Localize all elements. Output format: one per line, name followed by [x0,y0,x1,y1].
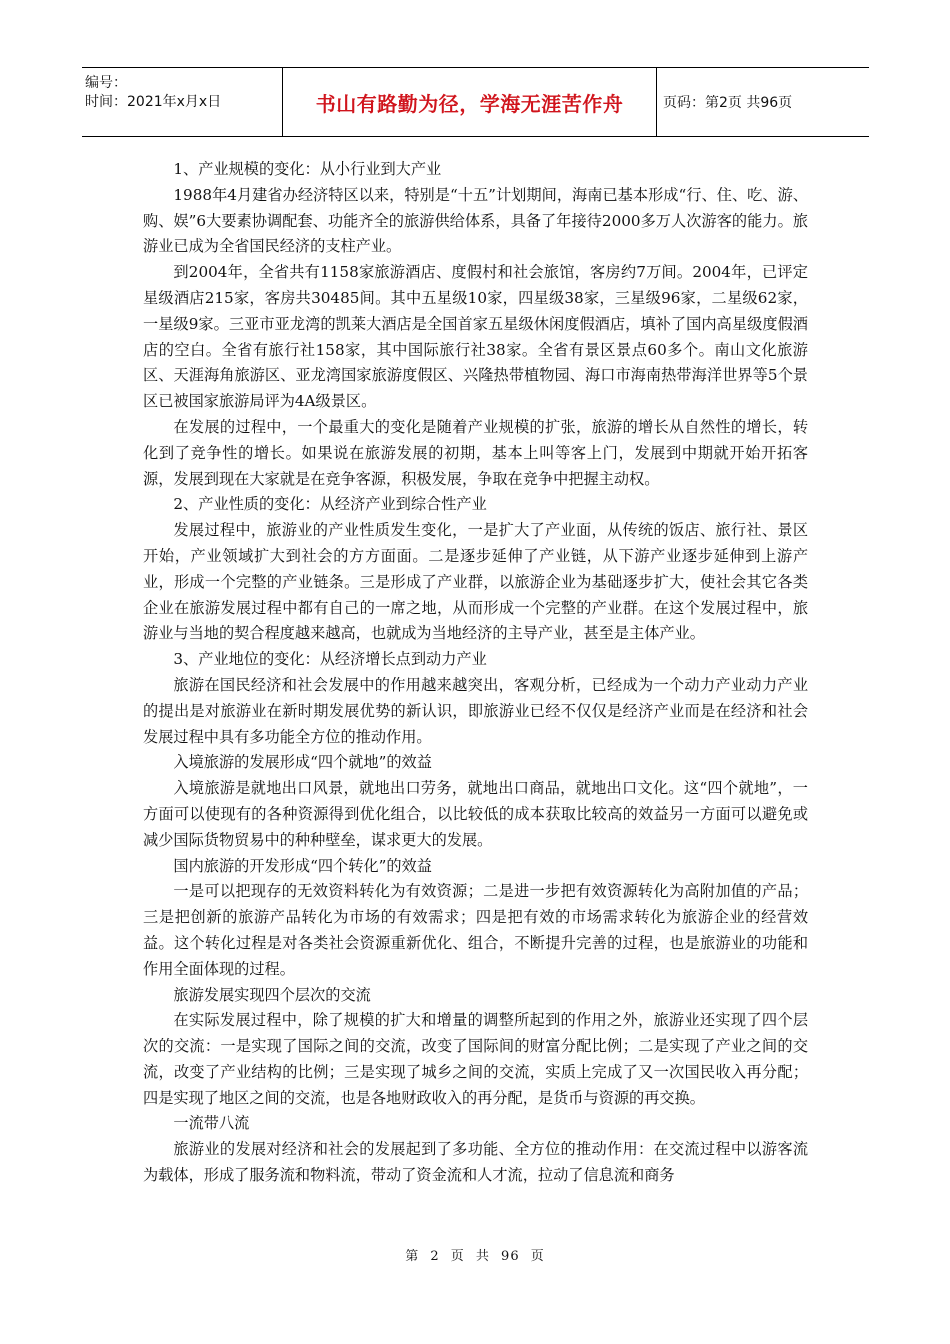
subheading-domestic: 国内旅游的开发形成“四个转化”的效益 [173,856,432,875]
subheading-flows: 一流带八流 [173,1114,250,1133]
paragraph: 到2004年，全省共有1158家旅游酒店、度假村和社会旅馆，客房约7万间。2004年，已评定星级酒店215家，客房共30485间。其中五星级10家，四星级38家，三星级96家，二星级62家，一星级9家。三亚市亚龙湾的凯莱大酒店是全国首家五星级休闲度假酒店，填补了国内高星级度假酒店的空白。全省有旅行社158家，其中国际旅行社38家。全省有景区景点60多个。南山文化旅游区、天涯海角旅游区、亚龙湾国家旅游度假区、兴隆热带植物园、海口市海南热带海洋世界等5个景区已被国家旅游局评为4A级景区。 [143,263,808,411]
subheading-exchange: 旅游发展实现四个层次的交流 [173,985,371,1004]
paragraph: 在实际发展过程中，除了规模的扩大和增量的调整所起到的作用之外，旅游业还实现了四个层次的交流：一是实现了国际之间的交流，改变了国际间的财富分配比例；二是实现了产业之间的交流，改变了产业结构的比例；三是实现了城乡之间的交流，实质上完成了又一次国民收入再分配；四是实现了地区之间的交流，也是各地财政收入的再分配，是货币与资源的再交换。 [143,1011,808,1107]
heading-industry-nature: 2、产业性质的变化：从经济产业到综合性产业 [173,495,487,514]
paragraph: 一是可以把现存的无效资料转化为有效资源；二是进一步把有效资源转化为高附加值的产品；三是把创新的旅游产品转化为市场的有效需求；四是把有效的市场需求转化为旅游企业的经营效益。这个转化过程是对各类社会资源重新优化、组合，不断提升完善的过程，也是旅游业的功能和作用全面体现的过程。 [143,882,808,978]
header-page-label: 页码：第2页 共96页 [663,95,793,111]
paragraph: 发展过程中，旅游业的产业性质发生变化，一是扩大了产业面，从传统的饭店、旅行社、景区开始，产业领域扩大到社会的方方面面。二是逐步延伸了产业链，从下游产业逐步延伸到上游产业，形成一个完整的产业链条。三是形成了产业群，以旅游企业为基础逐步扩大，使社会其它各类企业在旅游发展过程中都有自己的一席之地，从而形成一个完整的产业群。在这个发展过程中，旅游业与当地的契合程度越来越高，也就成为当地经济的主导产业，甚至是主体产业。 [143,521,808,643]
paragraph: 旅游在国民经济和社会发展中的作用越来越突出，客观分析，已经成为一个动力产业动力产业的提出是对旅游业在新时期发展优势的新认识，即旅游业已经不仅仅是经济产业而是在经济和社会发展过程中具有多功能全方位的推动作用。 [143,675,808,746]
number-label: 编号： [85,75,127,91]
paragraph: 1988年4月建省办经济特区以来，特别是“十五”计划期间，海南已基本形成“行、住、吃、游、购、娱”6大要素协调配套、功能齐全的旅游供给体系，具备了年接待2000多万人次游客的能力。旅游业已成为全省国民经济的支柱产业。 [143,185,808,256]
subheading-inbound: 入境旅游的发展形成“四个就地”的效益 [173,753,432,772]
paragraph: 在发展的过程中，一个最重大的变化是随着产业规模的扩张，旅游的增长从自然性的增长，转化到了竞争性的增长。如果说在旅游发展的初期，基本上叫等客上门，发展到中期就开始开拓客源，发展到现在大家就是在竞争客源，积极发展，争取在竞争中把握主动权。 [143,417,808,488]
page-header [82,67,869,137]
heading-industry-scale: 1、产业规模的变化：从小行业到大产业 [173,160,442,178]
heading-industry-status: 3、产业地位的变化：从经济增长点到动力产业 [173,650,487,669]
paragraph: 旅游业的发展对经济和社会的发展起到了多功能、全方位的推动作用：在交流过程中以游客流为载体，形成了服务流和物料流，带动了资金流和人才流，拉动了信息流和商务 [143,1140,808,1185]
page-footer: 第 2 页 共 96 页 [405,1249,545,1264]
document-body [143,157,808,1189]
header-motto: 书山有路勤为径，学海无涯苦作舟 [283,68,657,136]
time-label: 时间：2021年x月x日 [85,94,222,110]
header-meta [82,68,283,136]
paragraph: 入境旅游是就地出口风景，就地出口劳务，就地出口商品，就地出口文化。这“四个就地”，一方面可以使现有的各种资源得到优化组合，以比较低的成本获取比较高的效益另一方面可以避免或减少国际货物贸易中的种种壁垒，谋求更大的发展。 [143,779,808,849]
